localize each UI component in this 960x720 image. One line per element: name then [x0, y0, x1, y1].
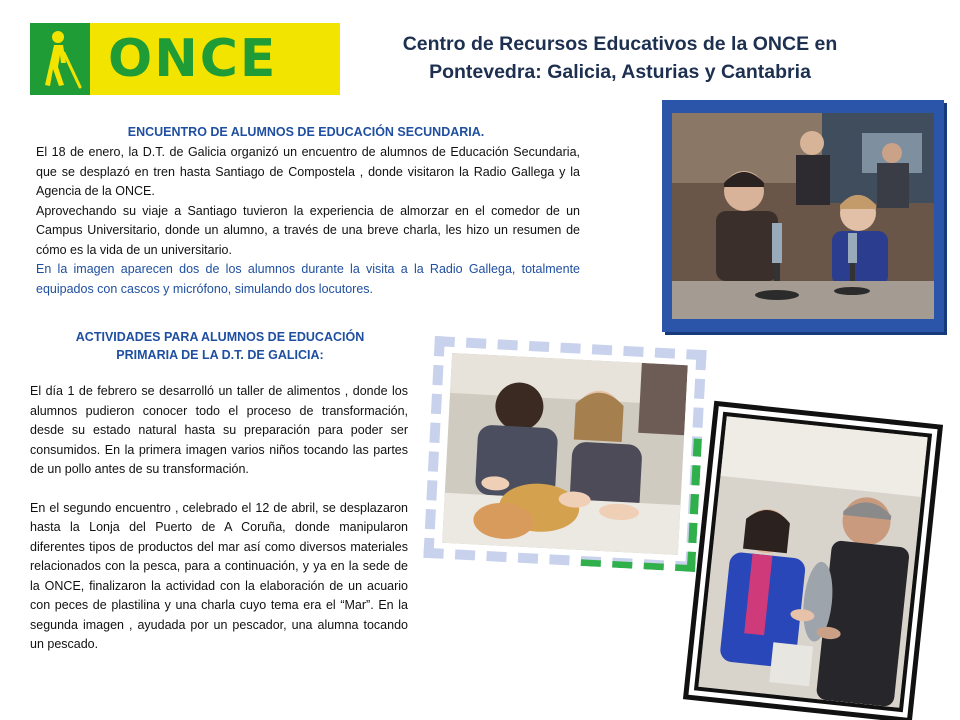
fish-market-illustration: [698, 416, 927, 708]
radio-studio-illustration: [672, 113, 934, 319]
secondary-section-heading: ENCUENTRO DE ALUMNOS DE EDUCACIÓN SECUNDARIA.: [127, 125, 485, 139]
fish-photo: [698, 416, 927, 708]
primary-heading-line-1: ACTIVIDADES PARA ALUMNOS DE EDUCACIÓN: [75, 330, 365, 344]
title-line-2: Pontevedra: Galicia, Asturias y Cantabria: [429, 61, 811, 83]
logo-green-panel: [30, 23, 90, 95]
secondary-section-text: [36, 143, 580, 299]
primary-paragraph-2: En el segundo encuentro , celebrado el 12 de abril, se desplazaron hasta la Lonja del Puerto de A Coruña, donde manipularon diferentes tipos de productos del mar así como diversos materiales relacionados con la pesca, para a continuación, y ya en la sede de la ONCE, finalizaron la actividad con la elaboración de un acuario con peces de plastilina y una charla cuyo tema era el “Mar”. En la segunda imagen , ayudada por un pescador, una alumna tocando un pescado.: [30, 500, 408, 651]
radio-photo: [672, 113, 934, 319]
primary-section-text: [30, 382, 408, 655]
title-line-1: Centro de Recursos Educativos de la ONCE en: [402, 33, 838, 55]
primary-section-heading: [32, 328, 408, 364]
secondary-paragraph-3: En la imagen aparecen dos de los alumnos durante la visita a la Radio Gallega, totalmente equipados con cascos y micrófono, simulando dos locutores.: [36, 262, 580, 296]
page-title: [370, 30, 870, 86]
workshop-illustration: [442, 353, 688, 555]
secondary-paragraph-1: El 18 de enero, la D.T. de Galicia organizó un encuentro de alumnos de Educación Secundaria, que se desplazó en tren hasta Santiago de Compostela , donde visitaron la Radio Gallega y la Agencia de la ONCE.: [36, 145, 580, 198]
logo-wordmark: ONCE: [108, 29, 278, 89]
secondary-paragraph-2: Aprovechando su viaje a Santiago tuvieron la experiencia de almorzar en el comedor de un Campus Universitario, donde un alumno, a través de una breve charla, les hizo un resumen de cómo es la vida de un universitario.: [36, 203, 580, 257]
once-logo: [30, 23, 340, 95]
primary-paragraph-1: El día 1 de febrero se desarrolló un taller de alimentos , donde los alumnos pudieron conocer todo el proceso de transformación, desde su estado natural hasta su preparación para poder ser consumidos. En la primera imagen varios niños tocando las partes de un pollo antes de su transformación.: [30, 384, 408, 476]
walking-person-cane-icon: [30, 23, 90, 95]
radio-photo-frame: [662, 100, 944, 332]
primary-heading-line-2: PRIMARIA DE LA D.T. DE GALICIA:: [116, 348, 324, 362]
fish-photo-frame: [683, 401, 943, 720]
workshop-photo-frame: [423, 336, 706, 572]
workshop-photo: [442, 353, 688, 555]
